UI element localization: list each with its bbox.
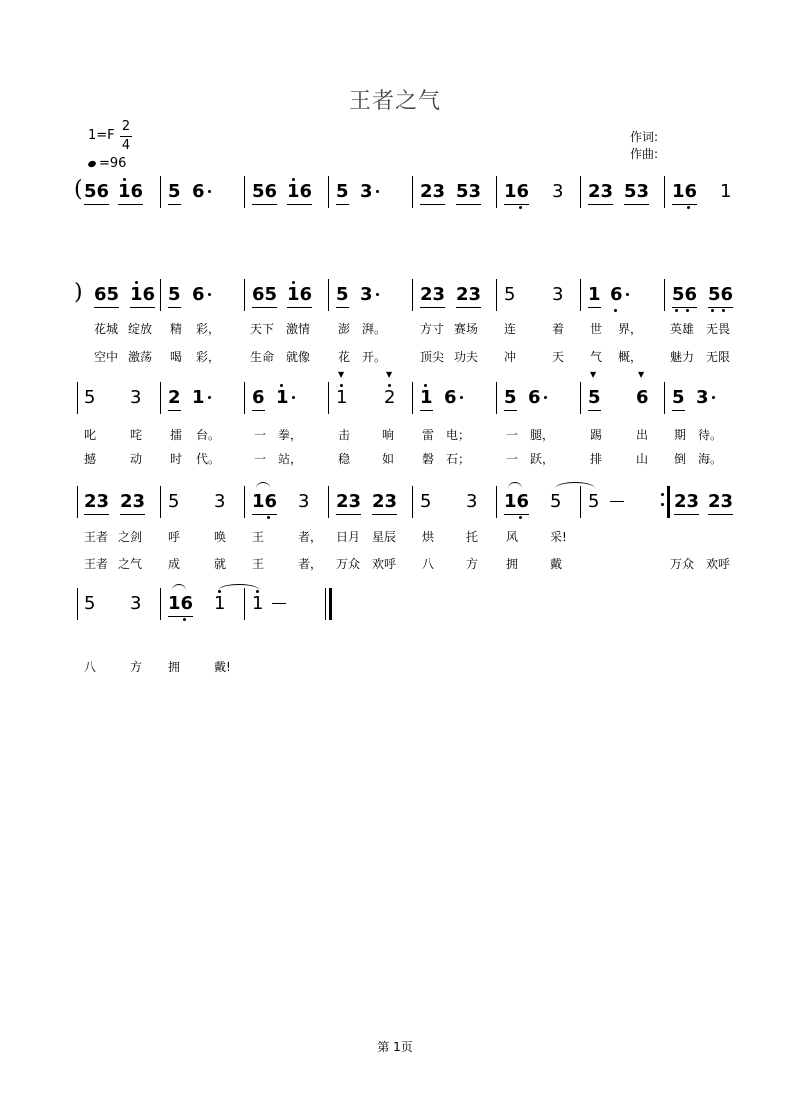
note: 3 <box>552 284 564 305</box>
time-signature <box>120 119 132 154</box>
note: 1 <box>720 181 732 202</box>
note: 3 <box>552 181 564 202</box>
note: 5 <box>420 491 432 512</box>
extension-dash <box>610 501 624 502</box>
accent-mark-icon: ▼ <box>386 370 393 379</box>
note: 5 <box>336 284 349 305</box>
note-group: 23 <box>84 491 110 512</box>
note-group: 23 <box>674 491 700 512</box>
note-group: 23 <box>588 181 614 202</box>
note: 3 <box>466 491 478 512</box>
note: 3 <box>298 491 310 512</box>
note-group: 23 <box>372 491 398 512</box>
note: 3 <box>360 284 373 305</box>
note: 6 <box>252 387 265 408</box>
note: 1 <box>336 387 348 408</box>
note-group: 16 <box>672 181 698 202</box>
note-group: 53 <box>456 181 482 202</box>
lyricist-credit: 作词: <box>630 130 659 144</box>
note: 5 <box>168 491 180 512</box>
page-number: 第 1页 <box>377 1040 413 1054</box>
note-group: 23 <box>708 491 734 512</box>
note-group: 16 <box>118 181 144 202</box>
note-group: 23 <box>336 491 362 512</box>
note: 5 <box>588 387 601 408</box>
note: 5 <box>168 181 181 202</box>
quarter-note-icon <box>87 159 97 167</box>
note-group: 56 <box>252 181 278 202</box>
note-group: 23 <box>420 284 446 305</box>
note: 5 <box>550 491 562 512</box>
note: 3 <box>360 181 373 202</box>
accent-mark-icon: ▼ <box>338 370 345 379</box>
note: 5 <box>84 387 96 408</box>
note-group: 65 <box>94 284 120 305</box>
note-group: 65 <box>252 284 278 305</box>
note-group: 16 <box>287 284 313 305</box>
note-group: 23 <box>120 491 146 512</box>
note: 1 <box>420 387 433 408</box>
extension-dash <box>272 603 286 604</box>
note: 3 <box>130 593 142 614</box>
note: 3 <box>130 387 142 408</box>
note: 6 <box>610 284 623 305</box>
note-group: 16 <box>168 593 194 614</box>
note: 1 <box>588 284 601 305</box>
note-group: 56 <box>672 284 698 305</box>
note: 3 <box>214 491 226 512</box>
tempo-value: =96 <box>99 156 127 171</box>
note-group: 56 <box>84 181 110 202</box>
tempo-marking <box>88 156 126 171</box>
note-group: 16 <box>287 181 313 202</box>
time-signature-bottom: 4 <box>121 138 131 153</box>
note: 2 <box>384 387 396 408</box>
note-group: 16 <box>504 181 530 202</box>
note-group: 16 <box>130 284 156 305</box>
note: 6 <box>192 284 205 305</box>
note-group: 16 <box>252 491 278 512</box>
key-signature: 1=F <box>88 128 115 143</box>
composer-credit: 作曲: <box>630 147 659 161</box>
time-signature-top: 2 <box>121 119 131 134</box>
note: 5 <box>336 181 349 202</box>
note: 1 <box>192 387 205 408</box>
note: 5 <box>504 387 517 408</box>
accent-mark-icon: ▼ <box>590 370 597 379</box>
note-group: 53 <box>624 181 650 202</box>
note: 5 <box>168 284 181 305</box>
note-group: 16 <box>504 491 530 512</box>
note: 1 <box>252 593 264 614</box>
note: 1 <box>276 387 289 408</box>
note-group: 23 <box>456 284 482 305</box>
note-group: 56 <box>708 284 734 305</box>
opening-parenthesis: ( <box>74 177 83 202</box>
note-group: 23 <box>420 181 446 202</box>
note: 6 <box>636 387 649 408</box>
note: 6 <box>444 387 457 408</box>
note: 5 <box>672 387 685 408</box>
score-title: 王者之气 <box>348 89 441 114</box>
note: 2 <box>168 387 181 408</box>
note: 3 <box>696 387 709 408</box>
note: 1 <box>214 593 226 614</box>
note: 6 <box>528 387 541 408</box>
note: 5 <box>84 593 96 614</box>
repeat-sign-icon <box>661 489 665 511</box>
note: 5 <box>504 284 516 305</box>
note: 6 <box>192 181 205 202</box>
note: 5 <box>588 491 600 512</box>
accent-mark-icon: ▼ <box>638 370 645 379</box>
closing-parenthesis: ) <box>74 280 83 305</box>
